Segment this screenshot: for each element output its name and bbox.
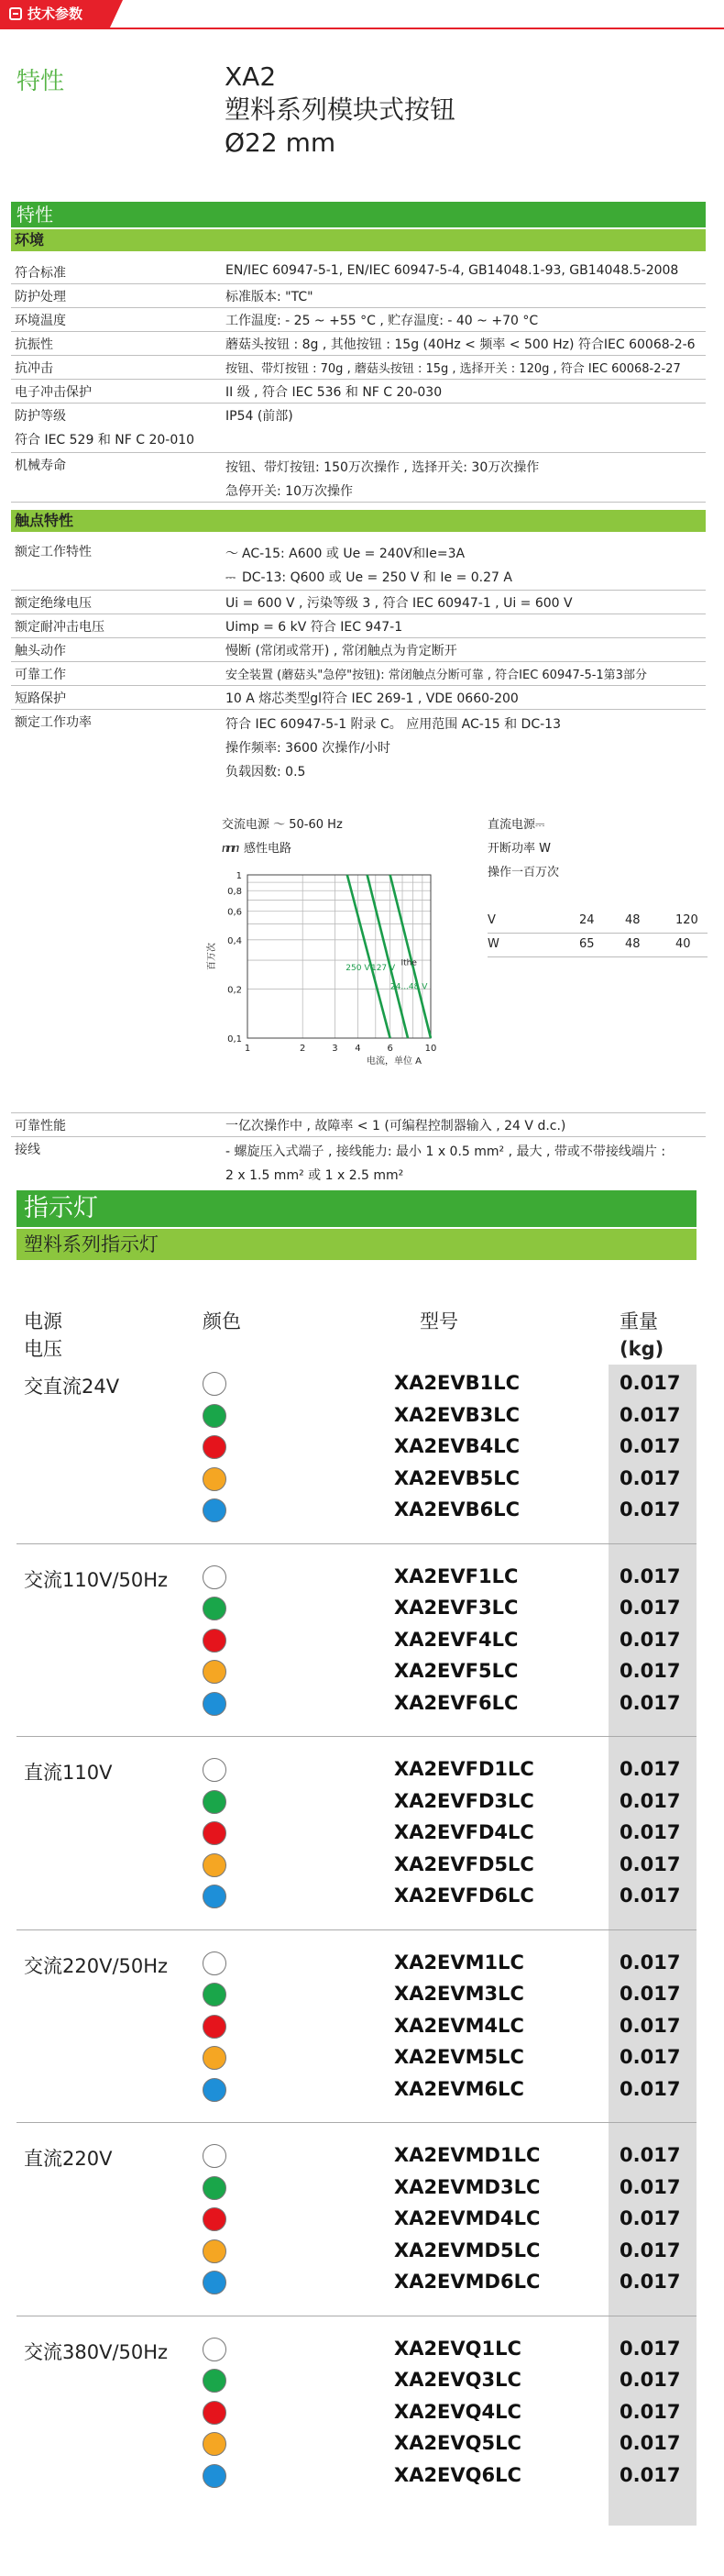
indicator-row: [0, 2074, 724, 2106]
dc-symbol-icon: ⎓: [225, 570, 236, 585]
indicator-row: [0, 1881, 724, 1912]
document-icon: [9, 7, 22, 20]
color-dot-icon: [203, 1660, 226, 1684]
weight-value: 0.017: [620, 2239, 681, 2261]
indicator-row: [0, 1786, 724, 1818]
spec-label: 接线: [15, 1143, 40, 1157]
group-divider: [16, 2122, 697, 2123]
spec-value: Uimp = 6 kV 符合 IEC 947-1: [225, 620, 403, 635]
model-number: XA2EVM5LC: [394, 2046, 524, 2068]
indicator-row: [0, 2011, 724, 2042]
chart-series-label: 250 V: [346, 964, 370, 974]
power-chart-area: [202, 807, 715, 1091]
spec-label: 额定绝缘电压: [15, 596, 92, 611]
column-weight-line: 重量: [620, 1310, 658, 1332]
dc-table-row: [488, 934, 708, 957]
color-dot-icon: [203, 2176, 226, 2200]
weight-value: 0.017: [620, 2463, 681, 2486]
weight-value: 0.017: [620, 1628, 681, 1651]
model-number: XA2EVB4LC: [394, 1435, 521, 1457]
weight-value: 0.017: [620, 2207, 681, 2229]
indicator-row: [0, 2172, 724, 2204]
model-number: XA2EVFD4LC: [394, 1821, 534, 1843]
spec-value: 标准版本: "TC": [225, 290, 313, 304]
model-number: XA2EVB3LC: [394, 1403, 521, 1426]
indicator-row: [0, 1656, 724, 1687]
indicator-row: [0, 1979, 724, 2010]
weight-value: 0.017: [620, 1660, 681, 1682]
spec-label: 防护处理: [15, 290, 66, 304]
model-number: XA2EVF4LC: [394, 1628, 519, 1651]
chart-x-tick: 3: [332, 1044, 338, 1054]
color-dot-icon: [203, 1435, 226, 1459]
ac-rating: [225, 542, 512, 566]
power-load-factor: 负载因数: 0.5: [225, 765, 306, 779]
ac-rating-text: AC-15: A600 或 Ue = 240V和Ie=3A: [242, 547, 466, 561]
weight-value: 0.017: [620, 1983, 681, 2005]
indicator-row: [0, 2397, 724, 2428]
wiring-line: 2 x 1.5 mm² 或 1 x 2.5 mm²: [225, 1168, 404, 1183]
chart-y-label: 百万次: [207, 943, 217, 970]
weight-value: 0.017: [620, 2432, 681, 2454]
color-dot-icon: [203, 1983, 226, 2007]
spec-row: [11, 380, 706, 404]
dc-rating-text: DC-13: Q600 或 Ue = 250 V 和 Ie = 0.27 A: [242, 570, 512, 585]
spec-row: [11, 356, 706, 380]
group-divider: [16, 1736, 697, 1737]
column-voltage-line: 电源: [24, 1310, 62, 1332]
spec-label: 机械寿命: [15, 459, 66, 473]
spec-row: [11, 686, 706, 710]
column-model: 型号: [420, 1310, 458, 1332]
chart-x-tick: 6: [387, 1044, 393, 1054]
indicator-row: [0, 2460, 724, 2492]
model-number: XA2EVFD6LC: [394, 1885, 534, 1907]
weight-value: 0.017: [620, 1951, 681, 1973]
column-weight-line: (kg): [620, 1338, 664, 1360]
indicator-row: [0, 2236, 724, 2267]
weight-value: 0.017: [620, 1821, 681, 1843]
weight-value: 0.017: [620, 1435, 681, 1457]
color-dot-icon: [203, 1951, 226, 1975]
spec-row: [11, 614, 706, 638]
color-dot-icon: [203, 1790, 226, 1814]
spec-label: 短路保护: [15, 691, 66, 706]
dc-supply-label: 直流电源⎓: [488, 818, 545, 832]
indicator-row: [0, 2140, 724, 2172]
color-dot-icon: [203, 1853, 226, 1877]
weight-value: 0.017: [620, 2337, 681, 2360]
tag-corner: [110, 0, 123, 28]
weight-value: 0.017: [620, 1885, 681, 1907]
spec-value: 安全装置 (蘑菇头"急停"按钮): 常闭触点分断可靠 , 符合IEC 60947-5-1第3部分: [225, 669, 647, 682]
indicator-row: [0, 1625, 724, 1656]
column-weight: [620, 1308, 664, 1363]
spec-value: 蘑菇头按钮 : 8g , 其他按钮 : 15g (40Hz < 频率 < 500 Hz) 符合IEC 60068-2-6: [225, 337, 696, 352]
dc-power-table: [488, 910, 708, 957]
color-dot-icon: [203, 2239, 226, 2263]
dc-table-cell: 48: [625, 937, 641, 951]
dc-table-header: V: [488, 913, 496, 927]
spec-label-extra: 符合 IEC 529 和 NF C 20-010: [15, 433, 195, 448]
model-number: XA2EVF6LC: [394, 1691, 519, 1714]
weight-value: 0.017: [620, 2046, 681, 2068]
spec-label: 触头动作: [15, 644, 66, 658]
spec-row: [11, 453, 706, 503]
indicator-row: [0, 2365, 724, 2396]
spec-label: 可靠工作: [15, 668, 66, 682]
power-standard: 符合 IEC 60947-5-1 附录 C。 应用范围 AC-15 和 DC-13: [225, 717, 561, 732]
voltage-group-label: 交流380V/50Hz: [24, 2340, 169, 2363]
ac-symbol-icon: ～: [225, 547, 238, 561]
spec-row: [11, 591, 706, 614]
spec-value: [225, 713, 561, 784]
spec-value: 10 A 熔芯类型gl符合 IEC 269-1 , VDE 0660-200: [225, 691, 519, 706]
inductive-text: 感性电路: [244, 842, 292, 856]
group-divider: [16, 1543, 697, 1544]
model-number: XA2EVMD1LC: [394, 2144, 541, 2166]
spec-value: 一亿次操作中 , 故障率 < 1 (可编程控制器输入 , 24 V d.c.): [225, 1119, 566, 1133]
model-number: XA2EVMD4LC: [394, 2207, 541, 2229]
color-dot-icon: [203, 1758, 226, 1782]
spec-label: 环境温度: [15, 314, 66, 328]
model-number: XA2EVQ5LC: [394, 2432, 521, 2454]
section-indicator: 指示灯: [16, 1190, 697, 1227]
chart-x-tick: 4: [355, 1044, 361, 1054]
spec-value: [225, 456, 539, 503]
weight-value: 0.017: [620, 1466, 681, 1489]
color-dot-icon: [203, 2464, 226, 2488]
chart-y-tick: 0,6: [227, 907, 242, 918]
color-dot-icon: [203, 2207, 226, 2231]
product-size: Ø22 mm: [225, 127, 336, 158]
spec-label: 额定耐冲击电压: [15, 620, 104, 635]
color-dot-icon: [203, 1692, 226, 1716]
top-tag-bar: [0, 0, 724, 29]
color-dot-icon: [203, 2432, 226, 2456]
dc-table-cell: 120: [675, 913, 698, 927]
weight-value: 0.017: [620, 2077, 681, 2100]
weight-value: 0.017: [620, 1372, 681, 1394]
spec-label: 电子冲击保护: [15, 385, 92, 400]
color-dot-icon: [203, 1597, 226, 1620]
chart-y-tick: 0,2: [227, 985, 242, 996]
product-name: 塑料系列模块式按钮: [225, 94, 456, 125]
model-number: XA2EVB6LC: [394, 1498, 521, 1520]
column-color: 颜色: [203, 1310, 241, 1332]
dc-ops-label: 操作一百万次: [488, 866, 560, 879]
indicator-row: [0, 1754, 724, 1786]
weight-value: 0.017: [620, 2369, 681, 2391]
spec-value: 工作温度: - 25 ~ +55 °C , 贮存温度: - 40 ~ +70 °C: [225, 314, 539, 328]
model-number: XA2EVFD5LC: [394, 1852, 534, 1875]
color-dot-icon: [203, 2078, 226, 2102]
color-dot-icon: [203, 1372, 226, 1396]
indicator-row: [0, 1818, 724, 1849]
indicator-row: [0, 1688, 724, 1719]
model-number: XA2EVMD5LC: [394, 2239, 541, 2261]
spec-value: 按钮、带灯按钮 : 70g , 蘑菇头按钮 : 15g , 选择开关 : 120g , 符合 IEC 60068-2-27: [225, 362, 681, 376]
dc-table-cell: 40: [675, 937, 691, 951]
spec-value-line: 按钮、带灯按钮: 150万次操作 , 选择开关: 30万次操作: [225, 460, 540, 475]
tag-divider: [0, 28, 724, 29]
spec-label: 防护等级: [15, 409, 66, 424]
weight-value: 0.017: [620, 1597, 681, 1619]
weight-value: 0.017: [620, 1852, 681, 1875]
model-number: XA2EVMD6LC: [394, 2271, 541, 2293]
chart-series-line: [367, 875, 408, 1038]
spec-row: [11, 1113, 706, 1137]
voltage-group-label: 交流220V/50Hz: [24, 1954, 169, 1977]
wiring-line: - 螺旋压入式端子 , 接线能力: 最小 1 x 0.5 mm² , 最大 , 带或不带接线端片 :: [225, 1144, 666, 1159]
model-number: XA2EVM1LC: [394, 1951, 524, 1973]
voltage-group-label: 直流110V: [24, 1762, 113, 1784]
color-dot-icon: [203, 2015, 226, 2039]
chart-frame: [247, 875, 431, 1038]
chart-series-label: 24...48 V: [389, 982, 428, 992]
weight-value: 0.017: [620, 2175, 681, 2198]
life-chart: [202, 864, 449, 1084]
color-dot-icon: [203, 1404, 226, 1428]
section-characteristics: 特性: [11, 202, 706, 227]
model-number: XA2EVF1LC: [394, 1564, 519, 1587]
model-number: XA2EVQ1LC: [394, 2337, 521, 2360]
spec-row: [11, 308, 706, 332]
weight-value: 0.017: [620, 1498, 681, 1520]
ac-supply-label: 交流电源 ～ 50-60 Hz: [222, 818, 343, 832]
indicator-row: [0, 2042, 724, 2073]
model-number: XA2EVF5LC: [394, 1660, 519, 1682]
color-dot-icon: [203, 1498, 226, 1522]
spec-row: [11, 404, 706, 453]
chart-y-tick: 0,1: [227, 1034, 242, 1045]
dc-power-label: 开断功率 W: [488, 842, 551, 856]
chart-y-tick: 0,8: [227, 887, 242, 898]
section-environment: 环境: [11, 229, 706, 251]
weight-value: 0.017: [620, 1758, 681, 1780]
indicator-row: [0, 1593, 724, 1624]
indicator-row: [0, 1495, 724, 1526]
chart-annotation: Ithe: [400, 958, 417, 968]
model-number: XA2EVMD3LC: [394, 2175, 541, 2198]
product-title: [225, 61, 455, 160]
indicator-row: [0, 1562, 724, 1593]
dc-table-cell: 48: [625, 913, 641, 927]
chart-series-line: [390, 875, 431, 1038]
color-dot-icon: [203, 2401, 226, 2425]
model-number: XA2EVF3LC: [394, 1597, 519, 1619]
weight-value: 0.017: [620, 2014, 681, 2037]
model-number: XA2EVFD3LC: [394, 1789, 534, 1812]
color-dot-icon: [203, 2338, 226, 2361]
column-voltage: [24, 1308, 62, 1363]
spec-value: [225, 542, 512, 590]
spec-label: 额定工作功率: [15, 715, 92, 730]
model-number: XA2EVQ6LC: [394, 2463, 521, 2486]
model-number: XA2EVQ4LC: [394, 2400, 521, 2423]
indicator-row: [0, 1948, 724, 1979]
model-number: XA2EVFD1LC: [394, 1758, 534, 1780]
color-dot-icon: [203, 2369, 226, 2393]
indicator-row: [0, 1464, 724, 1495]
weight-value: 0.017: [620, 2144, 681, 2166]
indicator-row: [0, 2204, 724, 2235]
spec-value: II 级 , 符合 IEC 536 和 NF C 20-030: [225, 385, 443, 400]
weight-value: 0.017: [620, 1789, 681, 1812]
spec-value: IP54 (前部): [225, 409, 293, 424]
color-dot-icon: [203, 1467, 226, 1491]
model-number: XA2EVM4LC: [394, 2014, 524, 2037]
spec-row: [11, 539, 706, 591]
spec-row: [11, 260, 706, 284]
spec-value: EN/IEC 60947-5-1, EN/IEC 60947-5-4, GB14048.1-93, GB14048.5-2008: [225, 263, 679, 278]
voltage-group-label: 交直流24V: [24, 1376, 120, 1398]
dc-table-cell: 65: [579, 937, 595, 951]
dc-table-cell: 24: [579, 913, 595, 927]
spec-value: Ui = 600 V , 污染等级 3 , 符合 IEC 60947-1 , Ui = 600 V: [225, 596, 573, 611]
chart-x-label: 电流，单位 A: [366, 1056, 422, 1067]
model-number: XA2EVB1LC: [394, 1372, 521, 1394]
dc-table-row: [488, 910, 708, 934]
indicator-row: [0, 1850, 724, 1881]
model-number: XA2EVM6LC: [394, 2077, 524, 2100]
model-number: XA2EVB5LC: [394, 1466, 521, 1489]
chart-series-line: [347, 875, 390, 1038]
color-dot-icon: [203, 2271, 226, 2294]
model-number: XA2EVM3LC: [394, 1983, 524, 2005]
weight-value: 0.017: [620, 1403, 681, 1426]
spec-label: 符合标准: [15, 266, 66, 281]
spec-row: [11, 284, 706, 308]
color-dot-icon: [203, 2046, 226, 2070]
spec-value: 慢断 (常闭或常开) , 常闭触点为肯定断开: [225, 644, 457, 658]
dc-rating: [225, 566, 512, 590]
spec-label: 抗振性: [15, 337, 53, 352]
color-dot-icon: [203, 2144, 226, 2168]
weight-value: 0.017: [620, 2400, 681, 2423]
spec-value-line: 急停开关: 10万次操作: [225, 484, 353, 499]
coil-icon: ⴖⴖⴖ: [222, 842, 238, 856]
chart-x-tick: 1: [244, 1044, 251, 1054]
spec-label: 抗冲击: [15, 361, 53, 376]
weight-value: 0.017: [620, 1564, 681, 1587]
power-frequency: 操作频率: 3600 次操作/小时: [225, 741, 390, 756]
weight-value: 0.017: [620, 1691, 681, 1714]
section-tag-label: 技术参数: [27, 6, 83, 22]
indicator-row: [0, 2267, 724, 2298]
spec-row: [11, 638, 706, 662]
chart-y-tick: 1: [236, 871, 242, 881]
indicator-row: [0, 2428, 724, 2460]
chart-x-tick: 2: [300, 1044, 306, 1054]
chart-y-tick: 0,4: [227, 935, 242, 946]
indicator-row: [0, 1400, 724, 1432]
color-dot-icon: [203, 1629, 226, 1653]
color-dot-icon: [203, 1565, 226, 1589]
indicator-row: [0, 1432, 724, 1463]
color-dot-icon: [203, 1821, 226, 1845]
indicator-row: [0, 1368, 724, 1399]
spec-row: [11, 662, 706, 686]
group-divider: [16, 1929, 697, 1930]
column-voltage-line: 电压: [24, 1338, 62, 1360]
chart-x-tick: 10: [424, 1044, 437, 1054]
voltage-group-label: 直流220V: [24, 2148, 113, 2170]
spec-label: 可靠性能: [15, 1119, 66, 1133]
inductive-label: [222, 838, 291, 856]
section-tag: [0, 0, 110, 28]
spec-row: [11, 332, 706, 356]
indicator-row: [0, 2334, 724, 2365]
section-plastic-indicator: 塑料系列指示灯: [16, 1229, 697, 1260]
product-model: XA2: [225, 61, 277, 92]
spec-label: 额定工作特性: [15, 545, 92, 559]
model-number: XA2EVQ3LC: [394, 2369, 521, 2391]
weight-value: 0.017: [620, 2271, 681, 2293]
dc-table-header: W: [488, 937, 499, 951]
chart-series-label: 127 V: [370, 964, 396, 974]
color-dot-icon: [203, 1885, 226, 1908]
voltage-group-label: 交流110V/50Hz: [24, 1568, 169, 1591]
section-contact: 触点特性: [11, 510, 706, 532]
header-label: 特性: [16, 68, 65, 95]
